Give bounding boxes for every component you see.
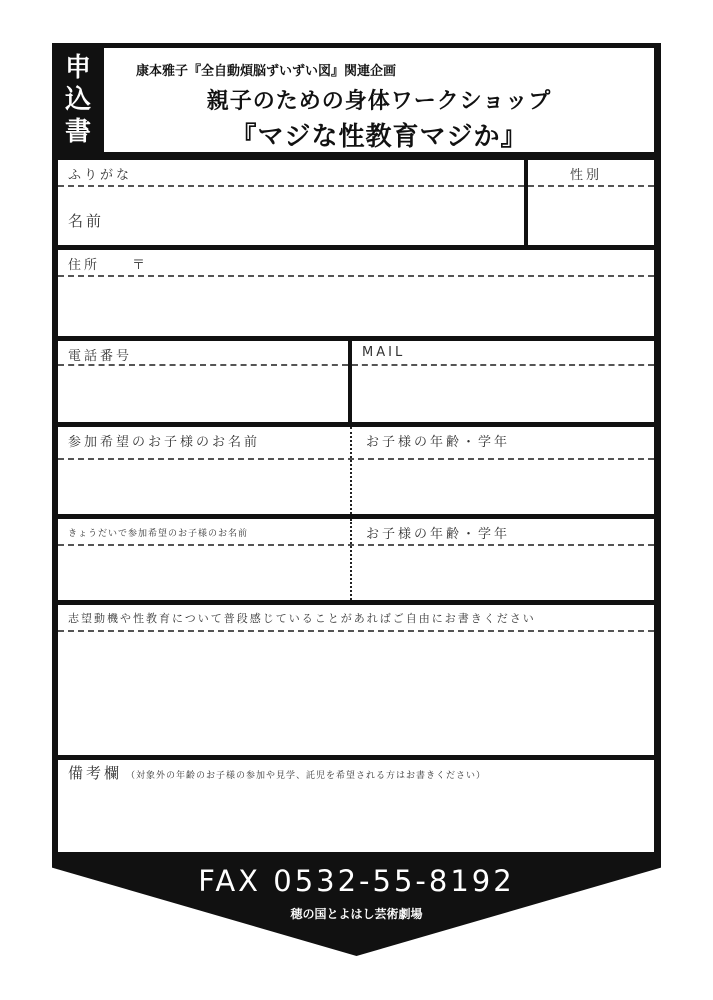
sibling-divider bbox=[58, 544, 654, 546]
child-column-divider bbox=[350, 427, 352, 514]
sibling-column-divider bbox=[350, 519, 352, 600]
form-header bbox=[104, 48, 654, 152]
motivation-divider bbox=[58, 630, 654, 632]
fax-number: FAX 0532-55-8192 bbox=[198, 864, 515, 898]
sibling-name-label: きょうだいで参加希望のお子様のお名前 bbox=[68, 529, 249, 539]
sibling-age-label: お子様の年齢・学年 bbox=[366, 527, 511, 542]
child-age-label: お子様の年齢・学年 bbox=[366, 435, 511, 450]
address-field[interactable] bbox=[58, 250, 654, 336]
phone-label: 電話番号 bbox=[68, 349, 133, 364]
mail-label: MAIL bbox=[362, 345, 406, 360]
application-form-tag bbox=[52, 43, 104, 157]
gender-field[interactable] bbox=[528, 160, 654, 245]
address-label: 住所 〒 bbox=[68, 258, 149, 273]
remarks-label: 備考欄 bbox=[68, 764, 123, 782]
address-divider bbox=[58, 275, 654, 277]
name-divider bbox=[58, 185, 524, 187]
header-subtitle: 康本雅子『全自動煩脳ずいずい図』関連企画 bbox=[136, 64, 397, 79]
header-title-line1: 親子のための身体ワークショップ bbox=[206, 89, 552, 114]
motivation-field[interactable] bbox=[58, 605, 654, 755]
furigana-label: ふりがな bbox=[68, 168, 133, 183]
motivation-label: 志望動機や性教育について普段感じていることがあればご自由にお書きください bbox=[68, 612, 536, 625]
remarks-note: （対象外の年齢のお子様の参加や見学、託児を希望される方はお書きください） bbox=[126, 771, 487, 781]
tag-char-1: 申 bbox=[64, 53, 91, 83]
name-label: 名前 bbox=[68, 212, 105, 230]
phone-field[interactable] bbox=[58, 341, 348, 422]
gender-divider bbox=[528, 185, 654, 187]
sibling-row bbox=[58, 519, 654, 600]
mail-field[interactable] bbox=[352, 341, 654, 422]
mail-divider bbox=[352, 364, 654, 366]
child-divider bbox=[58, 458, 654, 460]
remarks-label-group bbox=[68, 762, 486, 783]
header-title-line2: 『マジな性教育マジか』 bbox=[230, 122, 528, 152]
child-name-label: 参加希望のお子様のお名前 bbox=[68, 435, 261, 450]
venue-name: 穂の国とよはし芸術劇場 bbox=[290, 907, 423, 921]
child-row bbox=[58, 427, 654, 514]
name-field[interactable] bbox=[58, 160, 524, 245]
phone-divider bbox=[58, 364, 348, 366]
tag-char-3: 書 bbox=[64, 117, 91, 147]
remarks-field[interactable] bbox=[58, 760, 654, 852]
tag-char-2: 込 bbox=[64, 85, 91, 115]
gender-label: 性別 bbox=[570, 168, 603, 183]
